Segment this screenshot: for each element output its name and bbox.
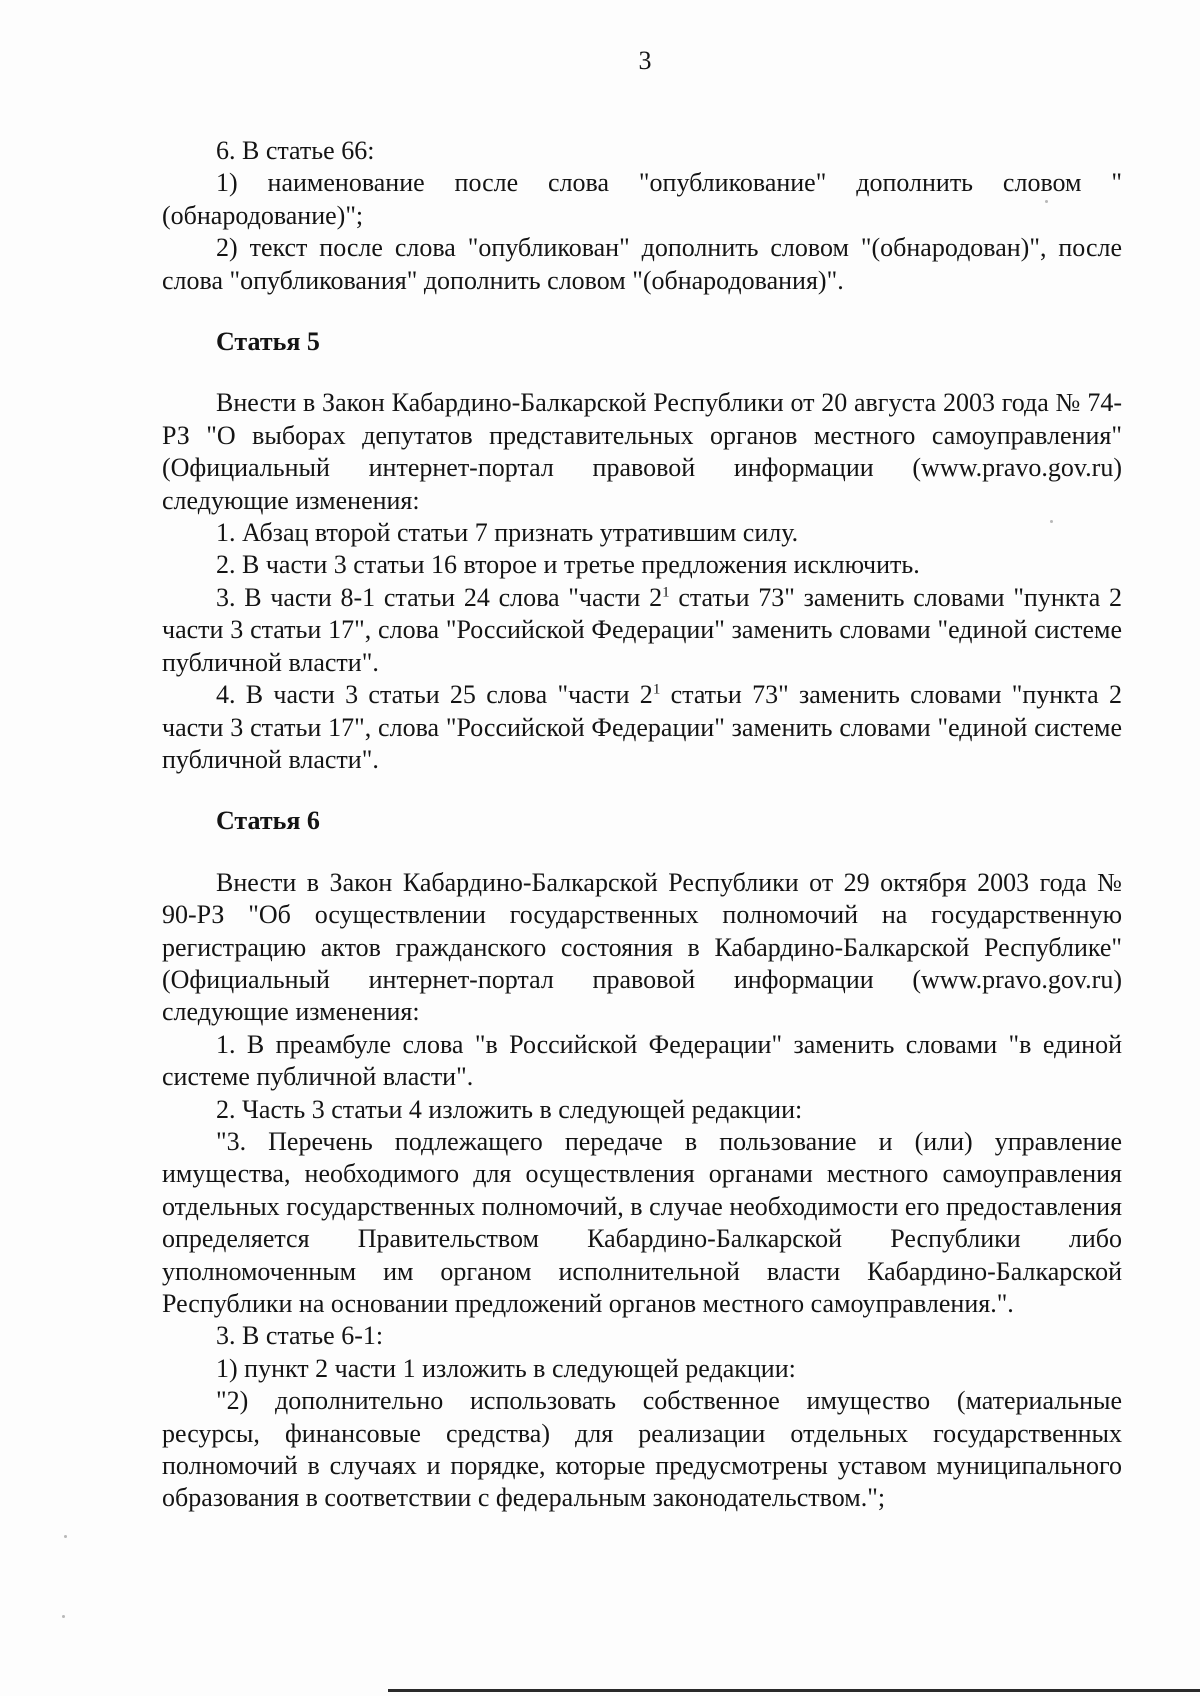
article-5-item-4-end: статьи 73" заменить словами "пункта 2 части 3 статьи 17", слова "Российской Федерации" заменить словами "единой системе публичной власти".: [162, 680, 1123, 774]
article-5-item-3: [162, 582, 1122, 679]
bottom-edge-line: [388, 1689, 1200, 1692]
article-5-item-4-start: 4. В части 3 статьи 25 слова "части 2: [216, 680, 653, 710]
paragraph-6-intro: 6. В статье 66:: [216, 136, 375, 165]
article-5-item-3-start: 3. В части 8-1 статьи 24 слова "части 2: [216, 582, 663, 612]
article-6-item-3-1: 1) пункт 2 части 1 изложить в следующей редакции:: [216, 1353, 796, 1383]
article-6-item-2-quote: "3. Перечень подлежащего передаче в пользование и (или) управление имущества, необходимого для осуществления органами местного самоуправления отдельных государственных полномочий, в случае необходимости его предоставления определяется Правительством Кабардино-Балкарской Республики либо уполномоченным им органом исполнительной власти Кабардино-Балкарской Республики на основании предложений органов местного самоуправления.".: [162, 1126, 1122, 1318]
article-6-item-1: 1. В преамбуле слова "в Российской Федерации" заменить словами "в единой системе публичной власти".: [162, 1029, 1122, 1092]
article-6-item-2: 2. Часть 3 статьи 4 изложить в следующей редакции:: [216, 1094, 803, 1124]
scan-speck: [64, 1535, 67, 1538]
scan-speck: [1050, 520, 1053, 523]
article-5-heading: Статья 5: [216, 327, 320, 357]
article-5-item-1: 1. Абзац второй статьи 7 признать утратившим силу.: [216, 518, 799, 548]
article-6-item-3: 3. В статье 6-1:: [216, 1321, 384, 1351]
superscript-index: 1: [662, 584, 670, 601]
document-body: [162, 135, 1122, 1515]
page-number: 3: [638, 46, 652, 75]
article-6-heading: Статья 6: [216, 806, 320, 836]
article-5-item-3-end: статьи 73" заменить словами "пункта 2 части 3 статьи 17", слова "Российской Федерации" заменить словами "единой системе публичной власти".: [162, 582, 1123, 677]
scan-speck: [1045, 200, 1048, 203]
paragraph-6-item-1: 1) наименование после слова "опубликование" дополнить словом "(обнародование)";: [162, 168, 1122, 230]
paragraph-6-item-2: 2) текст после слова "опубликован" дополнить словом "(обнародован)", после слова "опубликования" дополнить словом "(обнародования)".: [162, 233, 1122, 295]
article-6-item-3-1-quote: "2) дополнительно использовать собственное имущество (материальные ресурсы, финансовые средства) для реализации отдельных государственных полномочий в случаях и порядке, которые предусмотрены уставом муниципального образования в соответствии с федеральным законодательством.";: [162, 1386, 1122, 1513]
superscript-index: 1: [652, 681, 661, 698]
article-6-intro: Внести в Закон Кабардино-Балкарской Республики от 29 октября 2003 года № 90-РЗ "Об осуществлении государственных полномочий на государственную регистрацию актов гражданского состояния в Кабардино-Балкарской Республике" (Официальный интернет-портал правовой информации (www.pravo.gov.ru) следующие изменения:: [162, 867, 1122, 1027]
article-5-intro: Внести в Закон Кабардино-Балкарской Республики от 20 августа 2003 года № 74-РЗ "О выборах депутатов представительных органов местного самоуправления" (Официальный интернет-портал правовой информации (www.pravo.gov.ru) следующие изменения:: [162, 388, 1122, 515]
article-5-item-2: 2. В части 3 статьи 16 второе и третье предложения исключить.: [216, 550, 920, 580]
scan-speck: [62, 1615, 65, 1618]
article-5-item-4: [162, 679, 1122, 776]
